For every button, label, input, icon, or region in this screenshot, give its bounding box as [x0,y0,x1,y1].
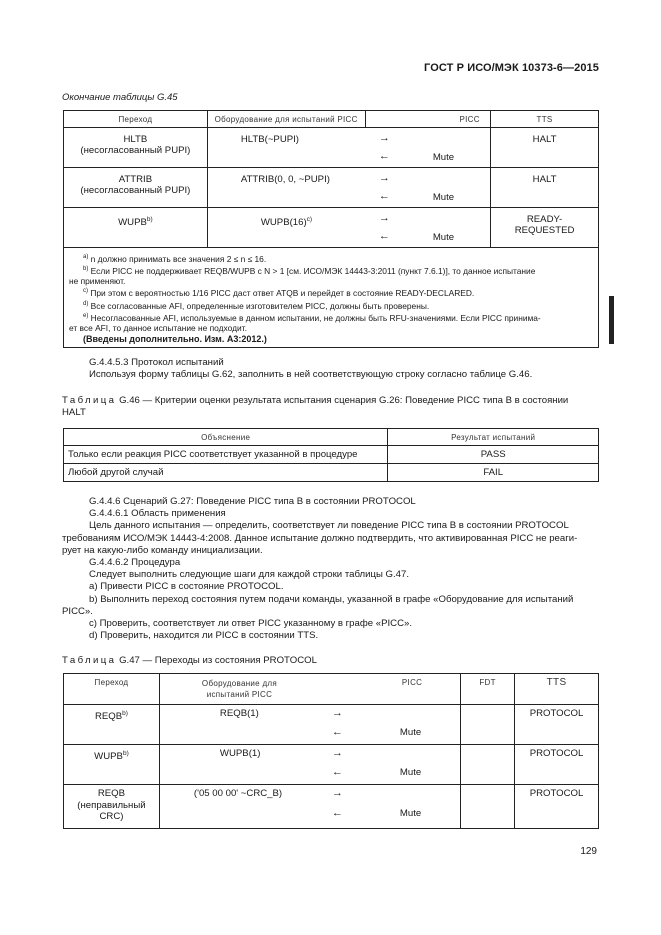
paragraph: Используя форму таблицы G.62, заполнить в ней соответствующую строку согласно таблице G.46. [89,369,533,381]
cell-transition: REQB (неправильный CRC) [64,785,160,829]
picc-response: Mute [399,808,422,819]
cell-fdt [461,705,515,745]
footnote: $^{b)}$ Если PICC не поддерживает REQB/WUPB с N > 1 [см. ИСО/МЭК 14443-3:2011 (пункт 7.6.1)], то данное испытание [83,265,536,276]
table-footnotes-row [64,248,599,348]
section-heading: G.4.4.6.1 Область применения [89,508,226,520]
picc-response: Mute [399,767,422,778]
paragraph: Следует выполнить следующие шаги для каждой строки таблицы G.47. [89,569,409,581]
table-header-row [64,111,599,128]
section-heading: G.4.4.5.3 Протокол испытаний [89,357,224,368]
cell-transition: HLTB (несогласованный PUPI) [64,128,208,168]
picc-response: Mute [432,192,455,203]
cell-tts: PROTOCOL [515,705,599,745]
edge-marker [609,296,614,344]
section-heading: G.4.4.6 Сценарий G.27: Поведение PICC типа B в состоянии PROTOCOL [89,496,416,507]
col-header-tts: TTS [491,111,599,128]
cell-result: FAIL [388,464,599,482]
page-number: 129 [580,846,597,857]
step: a) Привести PICC в состояние PROTOCOL. [89,581,284,593]
table45-continuation-label: Окончание таблицы G.45 [62,92,178,103]
cell-pcd-picc: WUPB(1) → ← Mute [159,745,460,785]
footnote: $^{e)}$ Несогласованные AFI, используемые в данном испытании, не должны быть RFU-значениями. Если PICC принима- [83,312,541,323]
table-row [64,785,599,829]
cell-transition: REQB$^{b)}$ [64,705,160,745]
footnote-cont: не применяют. [69,276,126,287]
cell-pcd-picc: ATTRIB(0, 0, ~PUPI) → ← Mute [207,168,490,208]
paragraph: рует на какую-либо команду инициализации. [62,544,263,556]
picc-response: Mute [432,232,455,243]
col-header-picc: PICC [365,111,491,128]
cell-transition: ATTRIB (несогласованный PUPI) [64,168,208,208]
paragraph: Цель данного испытания — определить, соответствует ли поведение PICC типа B в состоянии PROTOCOL [89,520,569,532]
col-header-transition: Переход [64,674,160,705]
table-row [64,446,599,464]
footnote: $^{d)}$ Все согласованные AFI, определенные изготовителем PICC, должны быть проверены. [83,300,430,311]
cell-pcd-picc: REQB(1) → ← Mute [159,705,460,745]
section-g4453 [62,357,599,381]
table-row [64,464,599,482]
table-row [64,208,599,248]
cell-explanation: Только если реакция PICC соответствует указанной в процедуре [64,446,388,464]
step: b) Выполнить переход состояния путем подачи команды, указанной в графе «Оборудование для испытаний [89,593,574,605]
cell-tts: PROTOCOL [515,745,599,785]
document-header: ГОСТ Р ИСО/МЭК 10373-6—2015 [424,62,599,74]
cell-pcd-picc: HLTB(~PUPI) → ← Mute [207,128,490,168]
cell-tts: HALT [491,128,599,168]
table46-caption: Таблица G.46 — Критерии оценки результата испытания сценария G.26: Поведение PICC типа B в состоянии HALT [62,395,569,419]
section-heading: G.4.4.6.2 Процедура [89,557,181,569]
table-g47 [63,673,599,829]
table-header-row [64,429,599,446]
footnote: $^{c)}$ При этом с вероятностью 1/16 PICC даст ответ ATQB и перейдет в состояние READY-DECLARED. [83,288,475,299]
table-row [64,745,599,785]
col-header-transition: Переход [64,111,208,128]
table-g45 [63,110,599,348]
picc-response: Mute [432,152,455,163]
cell-transition: WUPB$^{b)}$ [64,745,160,785]
cell-tts: READY- REQUESTED [491,208,599,248]
amendment-note: (Введены дополнительно. Изм. А3:2012.) [83,334,267,345]
cell-pcd-picc: ('05 00 00' ~CRC_B) → ← Mute [159,785,460,829]
table-header-row [64,674,599,705]
col-header-result: Результат испытаний [388,429,599,446]
table-footnotes [64,248,599,348]
cell-pcd-picc: $WUPB(16)^{c)}$ → ← Mute [207,208,490,248]
table-g46 [63,428,599,482]
col-header-tts: TTS [515,674,599,705]
step: PICC». [62,605,93,617]
col-header-pcd: Оборудование для испытаний PICC [207,111,365,128]
cell-result: PASS [388,446,599,464]
table-row [64,705,599,745]
table-row [64,168,599,208]
picc-response: Mute [399,727,422,738]
table47-caption: Таблица G.47 — Переходы из состояния PROTOCOL [62,655,317,666]
cell-tts: HALT [491,168,599,208]
paragraph: требованиям ИСО/МЭК 14443-4:2008. Данное испытание должно подтвердить, что активированная PICC не реаги- [62,532,578,544]
step: c) Проверить, соответствует ли ответ PICC указанному в графе «PICC». [89,618,413,630]
table-row [64,128,599,168]
step: d) Проверить, находится ли PICC в состоянии TTS. [89,630,319,642]
cell-fdt [461,745,515,785]
col-header-pcd-picc: Оборудование для испытаний PICC PICC [159,674,460,705]
cell-fdt [461,785,515,829]
col-header-fdt: FDT [461,674,515,705]
col-header-explanation: Объяснение [64,429,388,446]
cell-tts: PROTOCOL [515,785,599,829]
footnote: $^{a)}$ n должно принимать все значения 2 ≤ n ≤ 16. [83,253,267,264]
footnote-cont: ет все AFI, то данное испытание не подходит. [69,322,247,333]
section-g446 [62,496,599,642]
cell-explanation: Любой другой случай [64,464,388,482]
cell-transition: WUPB$^{b)}$ [64,208,208,248]
